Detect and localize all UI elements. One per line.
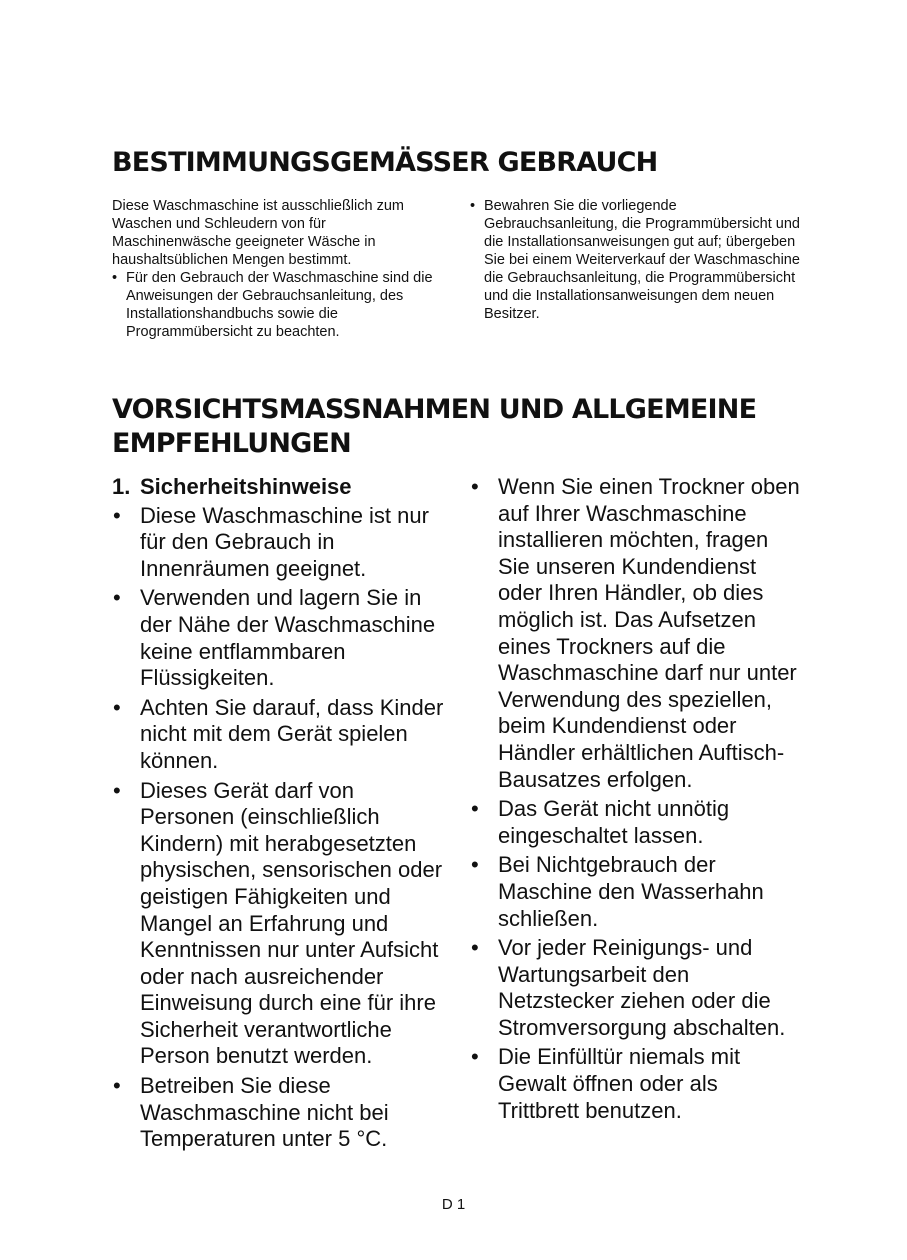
subheading-number: 1.: [112, 474, 131, 499]
subheading-safety: [112, 474, 447, 501]
section-title-line-1: VORSICHTSMASSNAHMEN UND ALLGEMEINE: [112, 394, 757, 425]
subheading-text: Sicherheitshinweise: [140, 474, 352, 499]
list-item: • Wenn Sie einen Trockner oben auf Ihrer Waschmaschine installieren möchten, fragen Sie unseren Kundendienst oder Ihren Händler, ob dies möglich ist. Das Aufsetzen eines Trockners auf die Waschmaschine darf nur unter Verwendung des speziellen, beim Kundendienst oder Händler erhältlichen Auftisch-Bausatzes erfolgen.: [470, 474, 800, 793]
list-item: • Bewahren Sie die vorliegende Gebrauchsanleitung, die Programmübersicht und die Installationsanweisungen gut auf; übergeben Sie bei einem Weiterverkauf der Waschmaschine die Gebrauchsanleitung, die Programmübersicht und die Installationsanweisungen dem neuen Besitzer.: [470, 197, 800, 323]
list-item: • Betreiben Sie diese Waschmaschine nicht bei Temperaturen unter 5 °C.: [112, 1073, 447, 1153]
list-item: • Das Gerät nicht unnötig eingeschaltet lassen.: [470, 796, 800, 849]
intended-use-left-list: [112, 269, 442, 341]
list-item: • Diese Waschmaschine ist nur für den Gebrauch in Innenräumen geeignet.: [112, 503, 447, 583]
intended-use-right-list: [470, 197, 800, 323]
precautions-right-list: [470, 474, 800, 1124]
list-item: • Verwenden und lagern Sie in der Nähe der Waschmaschine keine entflammbaren Flüssigkeiten.: [112, 585, 447, 691]
precautions-right-column: [470, 474, 800, 1127]
intended-use-left-column: [112, 197, 442, 341]
list-item: • Achten Sie darauf, dass Kinder nicht mit dem Gerät spielen können.: [112, 695, 447, 775]
section-title-intended-use: BESTIMMUNGSGEMÄSSER GEBRAUCH: [112, 147, 658, 178]
precautions-left-column: [112, 474, 447, 1156]
intended-use-right-column: [470, 197, 800, 323]
list-item: • Die Einfülltür niemals mit Gewalt öffnen oder als Trittbrett benutzen.: [470, 1044, 800, 1124]
intended-use-intro: Diese Waschmaschine ist ausschließlich zum Waschen und Schleudern von für Maschinenwäsche geeigneter Wäsche in haushaltsüblichen Mengen bestimmt.: [112, 198, 404, 268]
list-item: • Vor jeder Reinigungs- und Wartungsarbeit den Netzstecker ziehen oder die Stromversorgung abschalten.: [470, 935, 800, 1041]
list-item: • Bei Nichtgebrauch der Maschine den Wasserhahn schließen.: [470, 852, 800, 932]
section-title-precautions: [112, 393, 756, 461]
precautions-left-list: [112, 503, 447, 1153]
page-number: D 1: [441, 1196, 466, 1213]
list-item: • Dieses Gerät darf von Personen (einschließlich Kindern) mit herabgesetzten physischen, sensorischen oder geistigen Fähigkeiten und Mangel an Erfahrung und Kenntnissen nur unter Aufsicht oder nach ausreichender Einweisung durch eine für ihre Sicherheit verantwortliche Person benutzt werden.: [112, 778, 447, 1071]
section-title-line-2: EMPFEHLUNGEN: [112, 428, 351, 459]
list-item: • Für den Gebrauch der Waschmaschine sind die Anweisungen der Gebrauchsanleitung, des Installationshandbuchs sowie die Programmübersicht zu beachten.: [112, 269, 442, 341]
